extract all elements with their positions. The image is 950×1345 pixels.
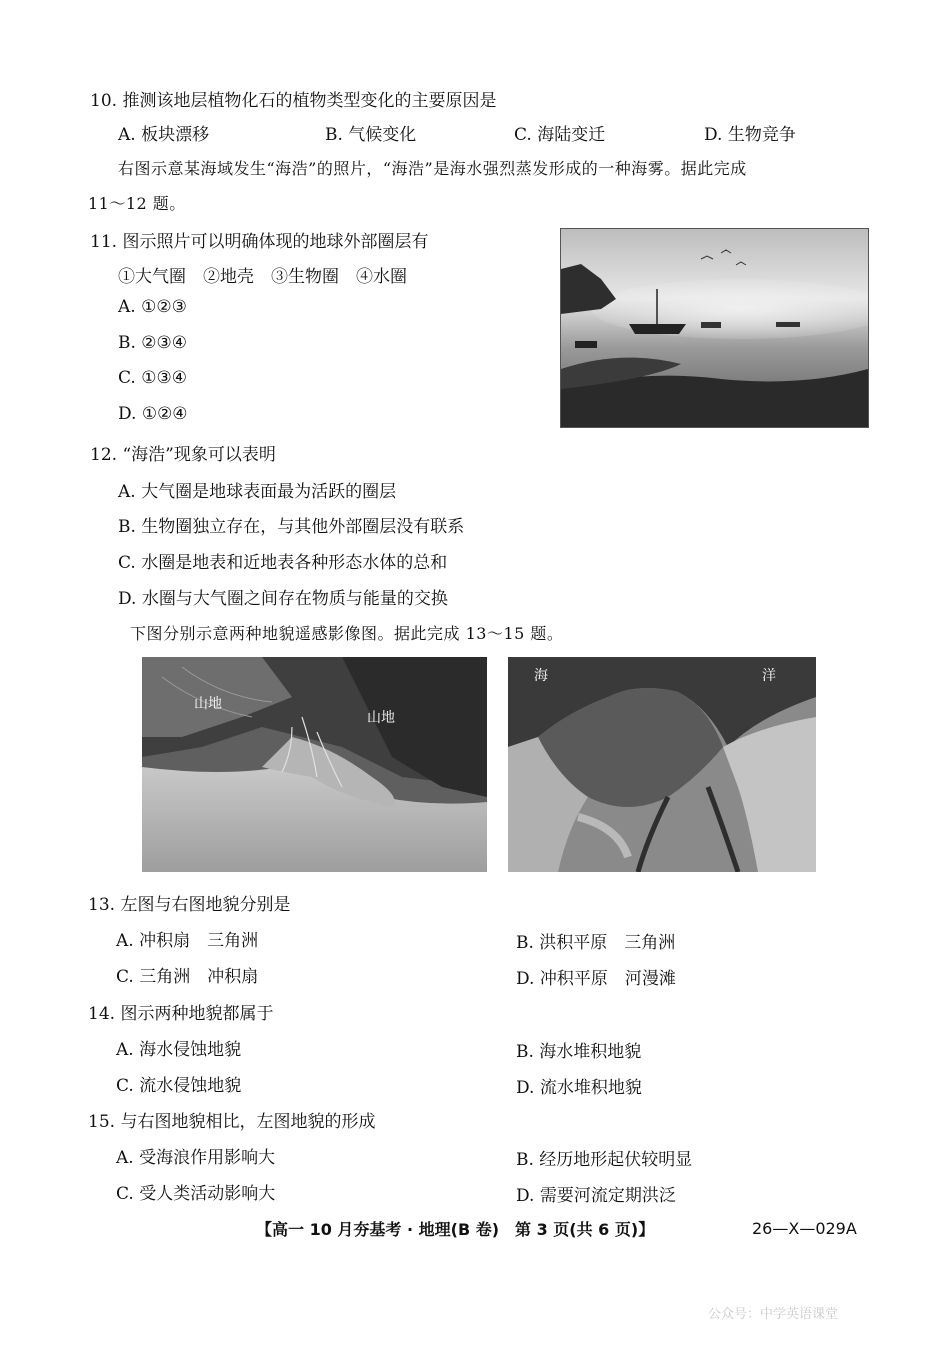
q13-option-c: C. 三角洲 冲积扇 [116, 967, 259, 987]
q13-option-b: B. 洪积平原 三角洲 [516, 933, 676, 953]
q10-option-a: A. 板块漂移 [118, 125, 210, 145]
q14-option-c: C. 流水侵蚀地貌 [116, 1076, 242, 1096]
q11-items: ①大气圈 ②地壳 ③生物圈 ④水圈 [118, 267, 407, 287]
right-map-label-sea: 海 [534, 668, 548, 684]
sea-fog-photo [560, 228, 869, 428]
q15-option-a: A. 受海浪作用影响大 [116, 1148, 276, 1168]
q15-option-c: C. 受人类活动影响大 [116, 1184, 276, 1204]
q13-stem: 13. 左图与右图地貌分别是 [88, 895, 291, 915]
q14-option-b: B. 海水堆积地貌 [516, 1042, 642, 1062]
q14-option-d: D. 流水堆积地貌 [516, 1078, 642, 1098]
q13-option-a: A. 冲积扇 三角洲 [116, 931, 259, 951]
q11-option-a: A. ①②③ [118, 297, 187, 317]
q14-stem: 14. 图示两种地貌都属于 [88, 1004, 274, 1024]
q11-option-b: B. ②③④ [118, 333, 188, 353]
page-footer-title: 【高一 10 月夯基考 · 地理(B 卷) 第 3 页(共 6 页)】 [256, 1220, 655, 1239]
q14-option-a: A. 海水侵蚀地貌 [116, 1040, 242, 1060]
q10-option-c: C. 海陆变迁 [514, 125, 606, 145]
alluvial-fan-image [142, 657, 487, 872]
q15-stem: 15. 与右图地貌相比，左图地貌的形成 [88, 1112, 376, 1132]
q13-option-d: D. 冲积平原 河漫滩 [516, 969, 676, 989]
intro-11-12-line1: 右图示意某海域发生“海浩”的照片，“海浩”是海水强烈蒸发形成的一种海雾。据此完成 [118, 159, 747, 178]
right-map-label-ocean: 洋 [762, 668, 776, 684]
q10-option-d: D. 生物竞争 [704, 125, 796, 145]
page-footer-code: 26—X—029A [752, 1219, 857, 1238]
delta-image [508, 657, 816, 872]
intro-13-15: 下图分别示意两种地貌遥感影像图。据此完成 13～15 题。 [130, 624, 564, 643]
q10-stem: 10. 推测该地层植物化石的植物类型变化的主要原因是 [90, 91, 497, 111]
q12-option-c: C. 水圈是地表和近地表各种形态水体的总和 [118, 553, 448, 573]
left-map-label-mountain-2: 山地 [367, 710, 395, 726]
q12-option-b: B. 生物圈独立存在，与其他外部圈层没有联系 [118, 517, 465, 537]
watermark: 公众号：中学英语课堂 [708, 1307, 839, 1322]
q11-stem: 11. 图示照片可以明确体现的地球外部圈层有 [90, 232, 429, 252]
left-map-label-mountain-1: 山地 [194, 696, 222, 712]
q10-option-b: B. 气候变化 [325, 125, 417, 145]
intro-11-12-line2: 11～12 题。 [88, 194, 186, 213]
q11-option-d: D. ①②④ [118, 404, 188, 424]
q12-option-a: A. 大气圈是地球表面最为活跃的圈层 [118, 482, 397, 502]
q15-option-b: B. 经历地形起伏较明显 [516, 1150, 693, 1170]
q11-option-c: C. ①③④ [118, 368, 187, 388]
q15-option-d: D. 需要河流定期洪泛 [516, 1186, 676, 1206]
q12-option-d: D. 水圈与大气圈之间存在物质与能量的交换 [118, 589, 448, 609]
q12-stem: 12. “海浩”现象可以表明 [90, 445, 276, 465]
